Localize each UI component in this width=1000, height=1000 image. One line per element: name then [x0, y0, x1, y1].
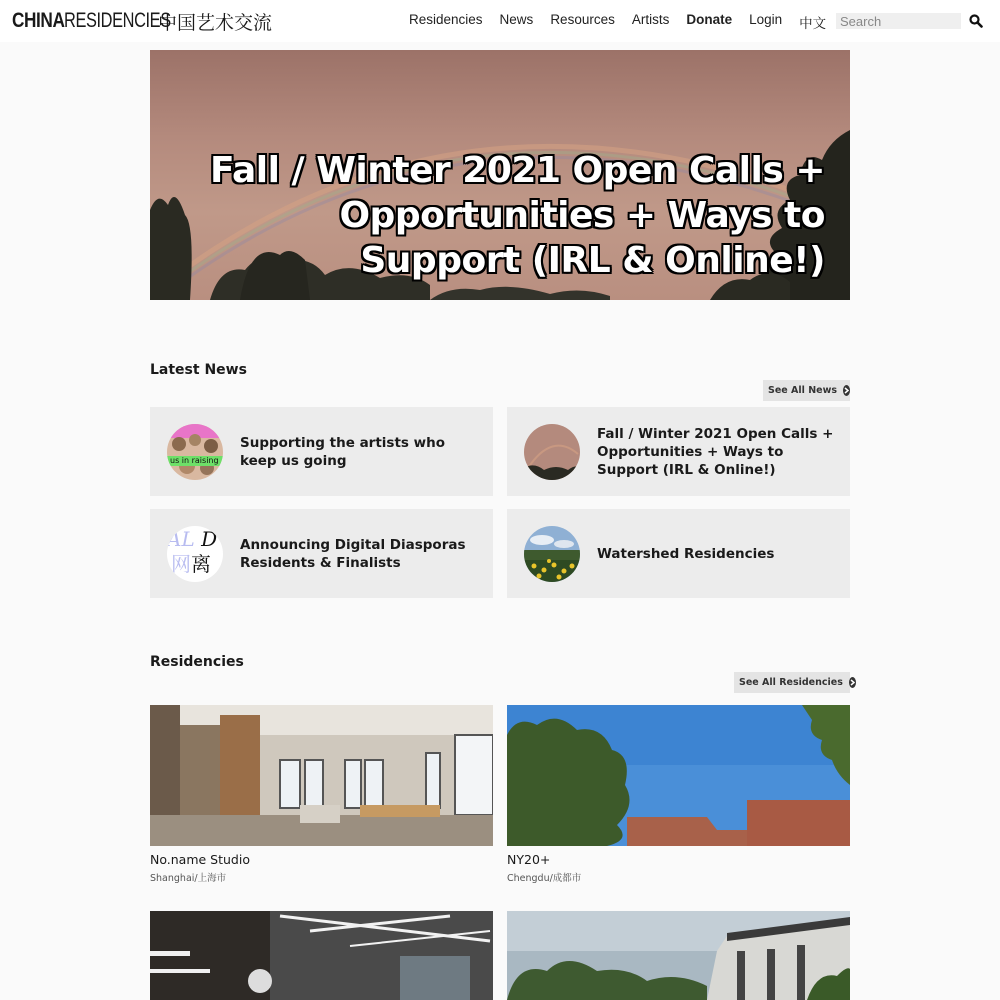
thumbnail-text-faded: AL: [167, 527, 195, 551]
news-thumbnail: [524, 424, 580, 480]
news-thumbnail: [524, 526, 580, 582]
news-card[interactable]: [150, 407, 493, 496]
thumbnail-text-bottom: [171, 552, 211, 576]
residency-image: [150, 705, 493, 846]
news-title: Announcing Digital Diasporas Residents & Finalists: [240, 537, 466, 571]
thumbnail-text-faded: 网: [171, 552, 191, 576]
news-card[interactable]: [507, 407, 850, 496]
thumbnail-text-dark: D: [194, 527, 218, 551]
hero-banner[interactable]: [150, 50, 850, 300]
residency-card[interactable]: [150, 911, 493, 1000]
nav-donate[interactable]: Donate: [686, 12, 733, 27]
nav-news[interactable]: News: [499, 12, 534, 27]
site-logo[interactable]: [12, 8, 272, 34]
arrow-right-icon: [849, 677, 856, 688]
residency-card[interactable]: [507, 705, 850, 884]
residency-card[interactable]: [507, 911, 850, 1000]
search-icon[interactable]: [969, 14, 983, 28]
residency-name: NY20+: [507, 852, 551, 867]
nav-login[interactable]: Login: [749, 12, 783, 27]
logo-residencies-text: RESIDENCIES: [64, 9, 171, 32]
nav-residencies[interactable]: Residencies: [409, 12, 483, 27]
residency-card[interactable]: [150, 705, 493, 884]
main-nav: [409, 12, 843, 32]
see-all-residencies-label: See All Residencies: [739, 677, 843, 688]
logo-china-text: CHINA: [12, 9, 65, 32]
residencies-heading: Residencies: [150, 654, 244, 670]
news-title: Watershed Residencies: [597, 546, 775, 562]
news-thumbnail: [167, 424, 223, 480]
nav-language-chinese[interactable]: 中文: [799, 16, 827, 31]
arrow-right-icon: [843, 385, 850, 396]
news-title: Fall / Winter 2021 Open Calls + Opportunities + Ways to Support (IRL & Online!): [597, 426, 834, 478]
thumbnail-caption: us in raising: [170, 456, 219, 465]
residency-image: [507, 911, 850, 1000]
news-title: Supporting the artists who keep us going: [240, 435, 445, 469]
news-thumbnail: [167, 526, 223, 582]
residency-image: [150, 911, 493, 1000]
residency-location: Chengdu/成都市: [507, 873, 582, 884]
see-all-news-label: See All News: [768, 385, 838, 396]
residency-location: Shanghai/上海市: [150, 873, 227, 884]
site-header: [0, 0, 1000, 42]
residency-name: No.name Studio: [150, 852, 250, 867]
hero-title: Fall / Winter 2021 Open Calls + Opportunities + Ways to Support (IRL & Online!): [210, 150, 825, 281]
search-input[interactable]: [836, 13, 961, 29]
see-all-news-button[interactable]: [763, 380, 850, 401]
residency-image: [507, 705, 850, 846]
news-card[interactable]: [507, 509, 850, 598]
latest-news-heading: Latest News: [150, 362, 247, 378]
thumbnail-text-dark: 离: [191, 552, 211, 576]
nav-resources[interactable]: Resources: [550, 12, 615, 27]
logo-chinese-text: 中国艺术交流: [158, 11, 273, 34]
nav-artists[interactable]: Artists: [631, 12, 670, 27]
news-card[interactable]: [150, 509, 493, 598]
see-all-residencies-button[interactable]: [734, 672, 850, 693]
thumbnail-text-top: [167, 528, 217, 550]
